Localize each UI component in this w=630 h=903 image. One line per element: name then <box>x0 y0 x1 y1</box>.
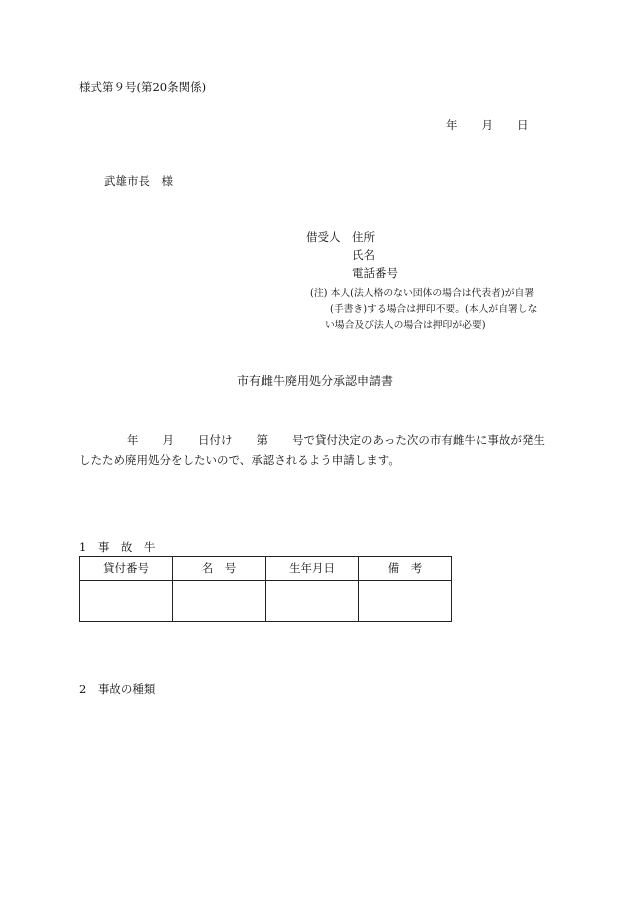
applicant-block <box>306 231 398 285</box>
phone-label: 電話番号 <box>352 266 398 280</box>
application-statement <box>79 430 559 470</box>
applicant-heading: 借受人 <box>306 230 341 244</box>
col-remarks: 備 考 <box>359 557 452 581</box>
col-loan-number: 貸付番号 <box>80 557 173 581</box>
cell-remarks[interactable] <box>359 581 452 622</box>
address-label: 住所 <box>352 230 375 244</box>
form-number: 様式第９号(第20条関係) <box>79 80 207 94</box>
date-year: 年 <box>446 118 458 132</box>
statement-line-1 <box>79 430 559 450</box>
date-day: 日 <box>517 118 529 132</box>
seal-note <box>310 286 537 334</box>
statement-line-1-rest: 号で貸付決定のあった次の市有雌牛に事故が発生 <box>292 433 545 447</box>
cell-birth-date[interactable] <box>266 581 359 622</box>
statement-dated: 日付け <box>198 433 233 447</box>
col-name: 名 号 <box>173 557 266 581</box>
note-line-2: (手書き)する場合は押印不要。(本人が自署しな <box>330 304 538 315</box>
section-1-heading: 1 事 故 牛 <box>79 540 156 554</box>
applicant-address-row <box>306 231 398 249</box>
table-header-row <box>80 557 452 581</box>
statement-number-prefix: 第 <box>256 433 268 447</box>
cell-loan-number[interactable] <box>80 581 173 622</box>
note-line-3: い場合及び法人の場合は押印が必要) <box>325 320 486 331</box>
date-month: 月 <box>481 118 493 132</box>
document-title: 市有雌牛廃用処分承認申請書 <box>236 374 393 388</box>
note-line-1: (注) 本人(法人格のない団体の場合は代表者)が自署 <box>310 288 535 299</box>
accident-cattle-table <box>79 556 452 622</box>
statement-month: 月 <box>162 433 174 447</box>
addressee: 武雄市長 様 <box>104 174 173 188</box>
cell-name[interactable] <box>173 581 266 622</box>
col-birth-date: 生年月日 <box>266 557 359 581</box>
name-label: 氏名 <box>352 248 375 262</box>
statement-line-2: したため廃用処分をしたいので、承認されるよう申請します。 <box>79 453 400 467</box>
statement-year: 年 <box>127 433 139 447</box>
section-2-heading: 2 事故の種類 <box>79 682 156 696</box>
table-row <box>80 581 452 622</box>
date-line <box>446 119 529 133</box>
